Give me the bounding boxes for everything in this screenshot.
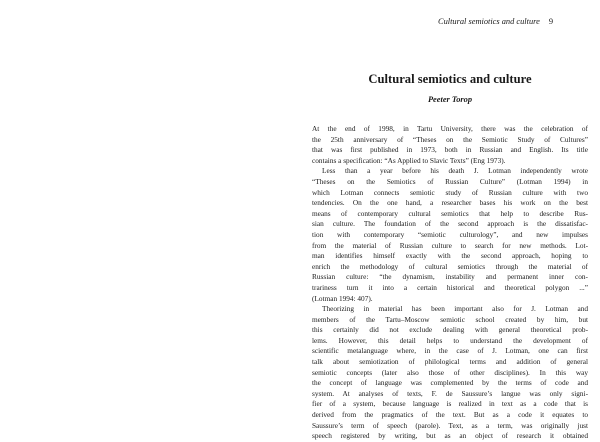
body-line: (Lotman 1994: 407).	[312, 293, 373, 303]
article-title: Cultural semiotics and culture	[368, 72, 532, 86]
body-line: scientific metalanguage where, in the case of J. Lotman, one can first	[312, 346, 588, 356]
body-line: Less than a year before his death J. Lotman independently wrote	[322, 166, 588, 176]
article-body	[312, 124, 588, 442]
running-head-title: Cultural semiotics and culture	[438, 17, 540, 26]
body-line: semiotic concepts (later also those of other disciplines). In this way	[312, 367, 588, 377]
body-line: talk about semiotization of philological terms and addition of general	[312, 357, 588, 367]
body-line: tion with contemporary “semiotic culturology”, and new impulses	[312, 229, 588, 239]
body-line: the concept of language was complemented by the terms of code and	[312, 378, 588, 388]
body-line: Theorizing in material has been important also for J. Lotman and	[322, 304, 588, 314]
body-line: lems. However, this detail helps to understand the development of	[312, 335, 588, 345]
article-author: Peeter Torop	[427, 95, 473, 104]
body-line: man identifies himself exactly with the second approach, hoping to	[312, 251, 588, 261]
body-line: from the material of Russian culture to search for new methods. Lot-	[312, 240, 588, 250]
body-line: means of contemporary cultural semiotics that help to describe Rus-	[312, 208, 588, 218]
body-line: “Theses on the Semiotics of Russian Culture” (Lotman 1994) in	[312, 176, 588, 186]
page-number: 9	[548, 17, 553, 26]
body-line: this certainly did not exclude dealing with general theoretical prob-	[312, 325, 588, 335]
body-line: speech registered by writing, but as an object of research it obtained	[312, 431, 588, 441]
body-line: fier of a system, because language is realized in text as a code that is	[312, 399, 588, 409]
body-line: Saussure’s term of speech (parole). Text, as a term, was originally just	[312, 420, 588, 430]
body-line: enrich the methodology of cultural semiotics through the material of	[312, 261, 588, 271]
body-line: which Lotman connects semiotic study of Russian culture with two	[312, 187, 588, 197]
body-line: the 25th anniversary of “Theses on the Semiotic Study of Cultures”	[312, 134, 588, 144]
body-line: tendencies. On the one hand, a researcher bases his work on the best	[312, 198, 588, 208]
body-line: sian culture. The foundation of the second approach is the dissatisfac-	[312, 219, 588, 229]
body-line: derived from the pragmatics of the text. But as a code it equates to	[312, 410, 588, 420]
body-line: trariness turn it into a certain historical and theoretical polygon ...”	[312, 282, 588, 292]
body-line: Russian culture: “the dynamism, instability and permanent inner con-	[312, 272, 588, 282]
body-line: system. At analyses of texts, F. de Saussure’s langue was only signi-	[312, 388, 588, 398]
running-head	[438, 17, 553, 26]
body-line: contains a specification: “As Applied to Slavic Texts” (Eng 1973).	[312, 155, 506, 165]
body-line: that was first published in 1973, both in Russian and English. Its title	[312, 145, 588, 155]
body-line: members of the Tartu–Moscow semiotic school created by him, but	[312, 314, 588, 324]
body-line: At the end of 1998, in Tartu University, there was the celebration of	[312, 124, 588, 133]
